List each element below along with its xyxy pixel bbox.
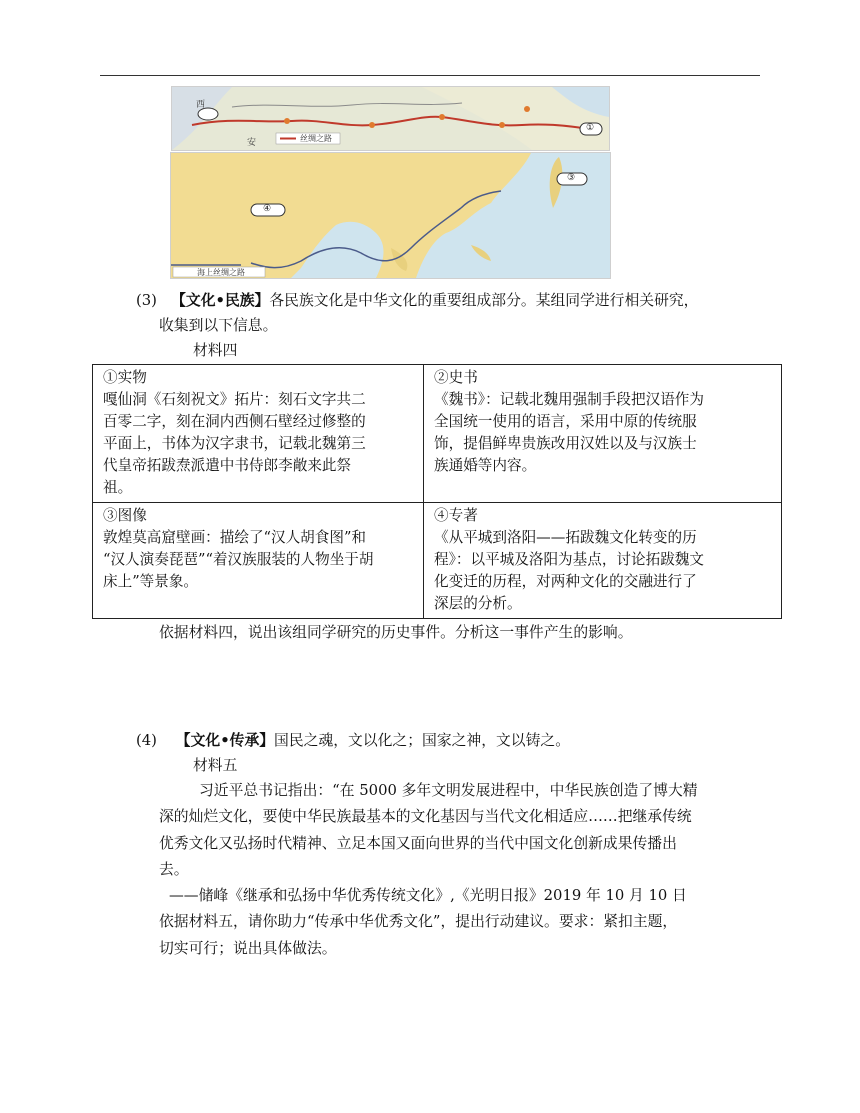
cell-line: 平面上，书体为汉字隶书，记载北魏第三 xyxy=(103,435,366,452)
cell-line: 祖。 xyxy=(103,479,133,496)
cell-line: “汉人演奏琵琶”“着汉族服装的人物坐于胡 xyxy=(103,551,374,568)
quote-line: 优秀文化又弘扬时代精神、立足本国又面向世界的当代中国文化创新成果传播出 xyxy=(159,834,677,852)
cell-line: 嘎仙洞《石刻祝文》拓片：刻石文字共二 xyxy=(103,391,366,408)
q4-number: (4) xyxy=(136,732,157,749)
material-four-table xyxy=(92,364,782,619)
q3-text-2: 收集到以下信息。 xyxy=(159,317,278,334)
map1-legend: 丝绸之路 xyxy=(300,134,332,143)
cell-heading: ④专著 xyxy=(434,507,478,524)
cell-line: 程》：以平城及洛阳为基点，讨论拓跋魏文 xyxy=(434,551,704,568)
q4-question-line: 依据材料五，请你助力“传承中华优秀文化”，提出行动建议。要求：紧扣主题， xyxy=(159,913,678,931)
q4-text: 国民之魂，文以化之；国家之神，文以铸之。 xyxy=(274,732,570,749)
q3-text-1: 各民族文化是中华文化的重要组成部分。某组同学进行相关研究， xyxy=(269,292,699,309)
cell-heading: ①实物 xyxy=(103,369,147,386)
quote-source: ——储峰《继承和弘扬中华优秀传统文化》,《光明日报》2019 年 10 月 10 日 xyxy=(169,887,687,905)
q4-material-label: 材料五 xyxy=(193,757,238,774)
q3-number: (3) xyxy=(136,292,157,309)
table-cell-image xyxy=(93,503,424,619)
q3-title: 【文化•民族】 xyxy=(171,292,270,309)
table-cell-monograph xyxy=(424,503,782,619)
q4-question-line: 切实可行；说出具体做法。 xyxy=(159,939,337,957)
header-rule xyxy=(100,75,760,76)
cell-line: 床上”等景象。 xyxy=(103,573,199,590)
cell-line: 《从平城到洛阳——拓跋魏文化转变的历 xyxy=(434,529,697,546)
cell-heading: ③图像 xyxy=(103,507,147,524)
table-cell-history-book xyxy=(424,365,782,503)
map2-marker-right: ③ xyxy=(567,173,576,183)
cell-line: 代皇帝拓跋焘派遣中书侍郎李敞来此祭 xyxy=(103,457,352,474)
cell-line: 百零二字，刻在洞内西侧石壁经过修整的 xyxy=(103,413,366,430)
cell-line: 族通婚等内容。 xyxy=(434,457,537,474)
q3-material-label: 材料四 xyxy=(193,342,238,359)
q3-line-1 xyxy=(136,290,698,312)
cell-line: 《魏书》：记载北魏用强制手段把汉语作为 xyxy=(434,391,704,408)
q4-line-1 xyxy=(136,730,570,752)
q4-title: 【文化•传承】 xyxy=(175,732,275,749)
cell-line: 化变迁的历程，对两种文化的交融进行了 xyxy=(434,573,697,590)
cell-line: 全国统一使用的语言，采用中原的传统服 xyxy=(434,413,697,430)
table-row xyxy=(93,503,782,619)
quote-line: 去。 xyxy=(159,860,189,878)
q4-quote xyxy=(159,778,763,962)
map1-label-1: 安 xyxy=(247,138,257,148)
silk-road-map xyxy=(171,86,610,151)
cell-heading: ②史书 xyxy=(434,369,478,386)
map1-label-2: 西 xyxy=(196,100,206,110)
map1-marker: ① xyxy=(586,123,595,133)
map2-legend: 海上丝绸之路 xyxy=(197,268,245,277)
table-row xyxy=(93,365,782,503)
silk-road-map-graphic xyxy=(172,87,609,150)
maritime-silk-road-map-graphic xyxy=(171,153,610,278)
cell-line: 敦煌莫高窟壁画：描绘了“汉人胡食图”和 xyxy=(103,529,367,546)
cell-line: 深层的分析。 xyxy=(434,595,522,612)
maritime-silk-road-map xyxy=(170,152,611,279)
q3-question: 依据材料四，说出该组同学研究的历史事件。分析这一事件产生的影响。 xyxy=(159,624,633,641)
table-cell-artifact xyxy=(93,365,424,503)
quote-line: 习近平总书记指出：“在 5000 多年文明发展进程中，中华民族创造了博大精 xyxy=(199,782,698,799)
cell-line: 饰，提倡鲜卑贵族改用汉姓以及与汉族士 xyxy=(434,435,697,452)
map2-marker-left: ④ xyxy=(263,204,272,214)
quote-line: 深的灿烂文化，要使中华民族最基本的文化基因与当代文化相适应……把继承传统 xyxy=(159,808,692,826)
